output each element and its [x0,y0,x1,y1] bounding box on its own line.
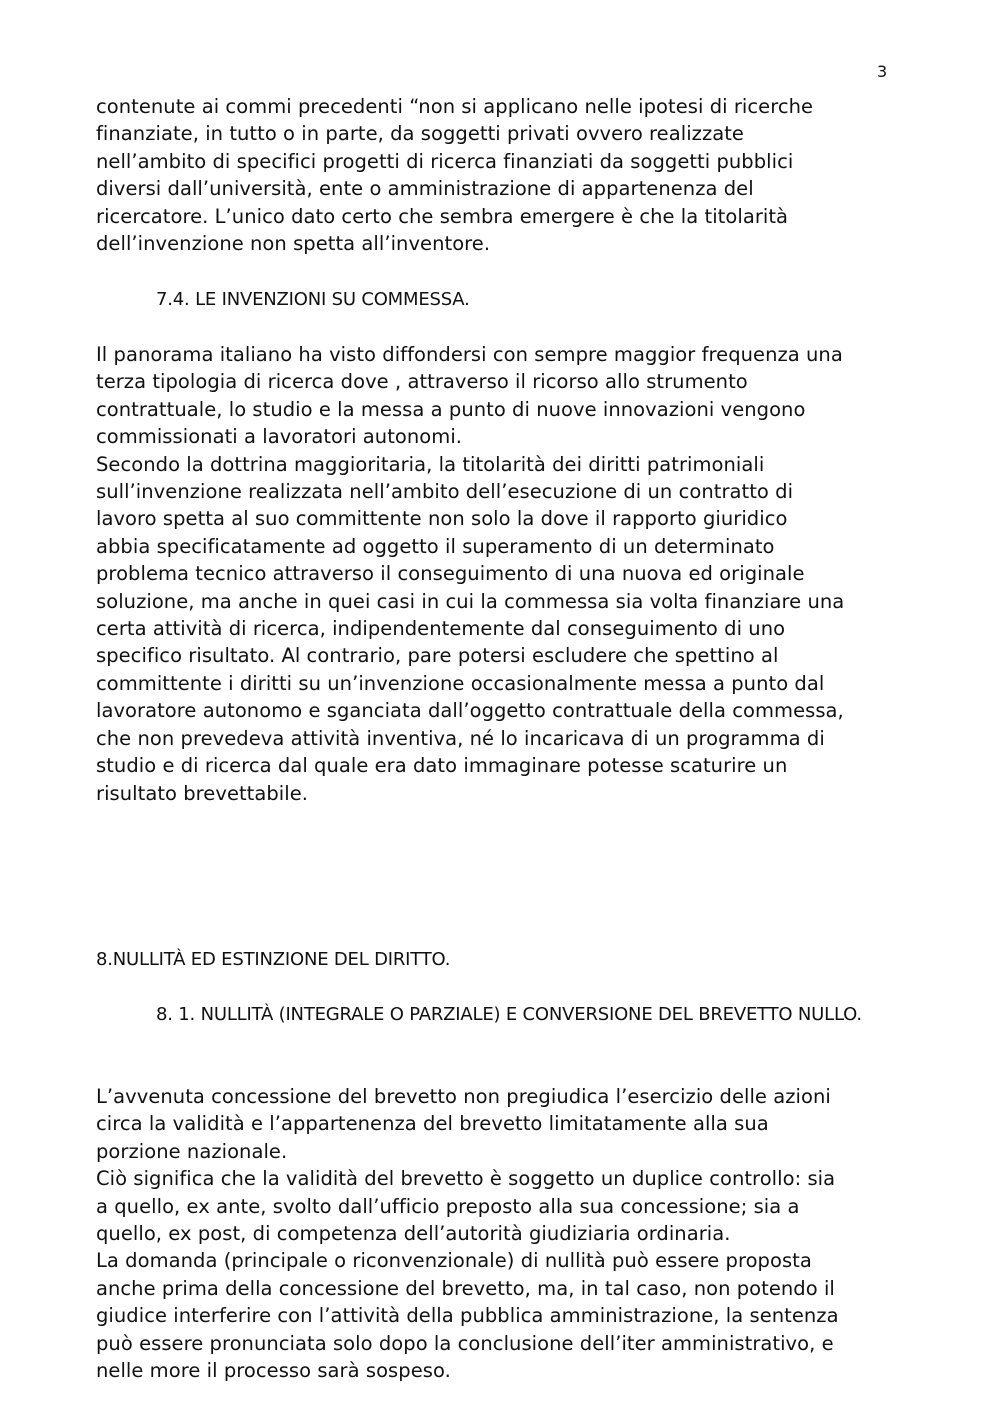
paragraph-research-funding: contenute ai commi precedenti “non si applicano nelle ipotesi di ricerche finanziate, in tutto o in parte, da soggetti privati ovvero realizzate nell’ambito di specifici progetti di ricerca finanziati da soggetti pubblici diversi dall’università, ente o amministrazione di appartenenza del ricercatore. L’unico dato certo che sembra emergere è che la titolarità dell’invenzione non spetta all’inventore. [96,95,814,256]
section-heading-7-4: 7.4. LE INVENZIONI SU COMMESSA. [156,289,470,310]
page-number: 3 [877,62,888,81]
paragraph-patent-validity: L’avvenuta concessione del brevetto non pregiudica l’esercizio delle azioni circa la validità e l’appartenenza del brevetto limitatamente alla sua porzione nazionale. Ciò significa che la validità del brevetto è soggetto un duplice controllo: sia a quello, ex ante, svolto dall’ufficio preposto alla sua concessione; sia a quello, ex post, di competenza dell’autorità giudiziaria ordinaria. La domanda (principale o riconvenzionale) di nullità può essere proposta anche prima della concessione del brevetto, ma, in tal caso, non potendo il giudice interferire con l’attività della pubblica amministrazione, la sentenza può essere pronunciata solo dopo la conclusione dell’iter amministrativo, e nelle more il processo sarà sospeso. [96,1085,839,1383]
section-heading-8-1: 8. 1. NULLITÀ (INTEGRALE O PARZIALE) E CONVERSIONE DEL BREVETTO NULLO. [156,1004,862,1025]
section-heading-8: 8.NULLITÀ ED ESTINZIONE DEL DIRITTO. [96,949,451,970]
paragraph-commissioned-inventions: Il panorama italiano ha visto diffondersi con sempre maggior frequenza una terza tipologia di ricerca dove , attraverso il ricorso allo strumento contrattuale, lo studio e la messa a punto di nuove innovazioni vengono commissionati a lavoratori autonomi. Secondo la dottrina maggioritaria, la titolarità dei diritti patrimoniali sull’invenzione realizzata nell’ambito dell’esecuzione di un contratto di lavoro spetta al suo committente non solo la dove il rapporto giuridico abbia specificatamente ad oggetto il superamento di un determinato problema tecnico attraverso il conseguimento di una nuova ed originale soluzione, ma anche in quei casi in cui la commessa sia volta finanziare una certa attività di ricerca, indipendentemente dal conseguimento di uno specifico risultato. Al contrario, pare potersi escludere che spettino al committente i diritti su un’invenzione occasionalmente messa a punto dal lavoratore autonomo e sganciata dall’oggetto contrattuale della commessa, che non prevedeva attività inventiva, né lo incaricava di un programma di studio e di ricerca dal quale era dato immaginare potesse scaturire un risultato brevettabile. [96,343,845,805]
